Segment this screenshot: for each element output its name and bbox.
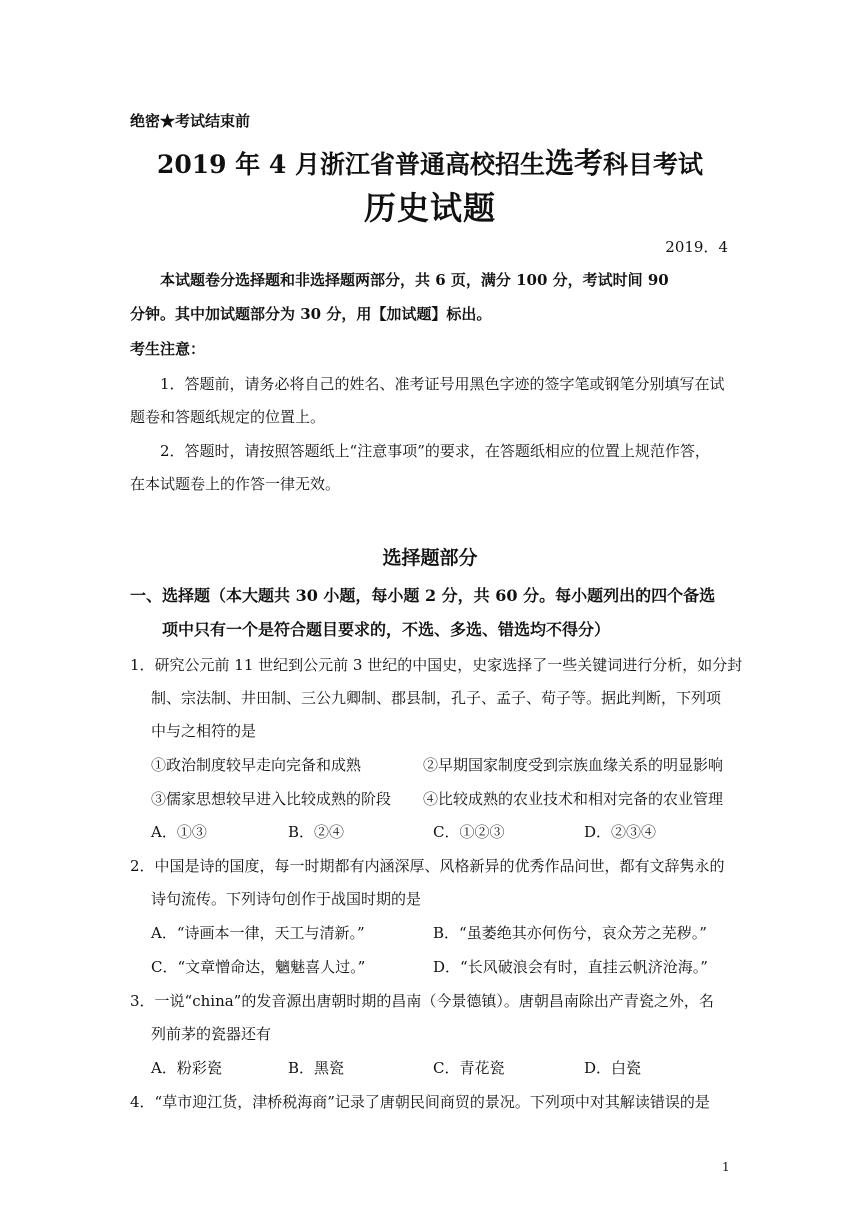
q1-line-1: 1．研究公元前 11 世纪到公元前 3 世纪的中国史，史家选择了一些关键词进行分析，如分封 [130, 656, 743, 674]
notice-1-line-1: 1．答题前，请务必将自己的姓名、准考证号用黑色字迹的签字笔或钢笔分别填写在试 [160, 375, 725, 393]
q1-option-c: C．①②③ [433, 823, 505, 841]
exam-title-pre: 2019 年 4 月浙江省普通高校招生 [156, 150, 546, 179]
q2-option-d: D．“长风破浪会有时，直挂云帆济沧海。” [433, 958, 708, 976]
q3-option-b: B．黑瓷 [288, 1059, 345, 1077]
subject-title: 历史试题 [363, 189, 496, 227]
q3-line-2: 列前茅的瓷器还有 [151, 1025, 272, 1043]
exam-title-post: 科目考试 [603, 150, 704, 179]
q2-option-a: A．“诗画本一律，天工与清新。” [151, 924, 365, 942]
q1-option-b: B．②④ [288, 823, 345, 841]
q4-line-1: 4．“草市迎江货，津桥税海商”记录了唐朝民间商贸的景况。下列项中对其解读错误的是 [130, 1093, 710, 1111]
exam-title [0, 148, 860, 180]
exam-title-emphasis: 选考 [545, 146, 604, 180]
q3-option-c: C．青花瓷 [433, 1059, 505, 1077]
q2-option-c: C．“文章憎命达，魑魅喜人过。” [151, 958, 366, 976]
q1-line-3: 中与之相符的是 [151, 722, 257, 740]
q1-option-a: A．①③ [151, 823, 207, 841]
notice-2-line-2: 在本试题卷上的作答一律无效。 [130, 475, 341, 493]
page-number: 1 [722, 1160, 730, 1174]
q1-line-2: 制、宗法制、井田制、三公九卿制、郡县制，孔子、孟子、荀子等。据此判断，下列项 [151, 689, 722, 707]
q2-line-2: 诗句流传。下列诗句创作于战国时期的是 [151, 890, 422, 908]
notice-title: 考生注意： [130, 340, 206, 358]
q3-option-a: A．粉彩瓷 [151, 1059, 222, 1077]
q1-statement-1: ①政治制度较早走向完备和成熟 [151, 756, 362, 774]
q3-option-d: D．白瓷 [584, 1059, 642, 1077]
intro-line-1: 本试题卷分选择题和非选择题两部分，共 6 页，满分 100 分，考试时间 90 [160, 271, 669, 289]
section-heading-line-2: 项中只有一个是符合题目要求的，不选、多选、错选均不得分） [162, 620, 611, 639]
q2-option-b: B．“虽萎绝其亦何伤兮，哀众芳之芜秽。” [433, 924, 707, 942]
intro-line-2: 分钟。其中加试题部分为 30 分，用【加试题】标出。 [130, 305, 492, 323]
notice-1-line-2: 题卷和答题纸规定的位置上。 [130, 408, 326, 426]
notice-2-line-1: 2．答题时，请按照答题纸上“注意事项”的要求，在答题纸相应的位置上规范作答， [160, 442, 710, 460]
exam-date: 2019．4 [665, 238, 728, 256]
q3-line-1: 3．一说“china”的发音源出唐朝时期的昌南（今景德镇）。唐朝昌南除出产青瓷之外，名 [130, 992, 714, 1010]
q1-statement-4: ④比较成熟的农业技术和相对完备的农业管理 [423, 790, 724, 808]
q1-statement-2: ②早期国家制度受到宗族血缘关系的明显影响 [423, 756, 724, 774]
q2-line-1: 2．中国是诗的国度，每一时期都有内涵深厚、风格新异的优秀作品问世，都有文辞隽永的 [130, 857, 725, 875]
confidential-label: 绝密★考试结束前 [130, 112, 251, 130]
q1-option-d: D．②③④ [584, 823, 657, 841]
section-title: 选择题部分 [382, 547, 478, 569]
section-heading-line-1: 一、选择题（本大题共 30 小题，每小题 2 分，共 60 分。每小题列出的四个备选 [130, 586, 716, 605]
q1-statement-3: ③儒家思想较早进入比较成熟的阶段 [151, 790, 392, 808]
